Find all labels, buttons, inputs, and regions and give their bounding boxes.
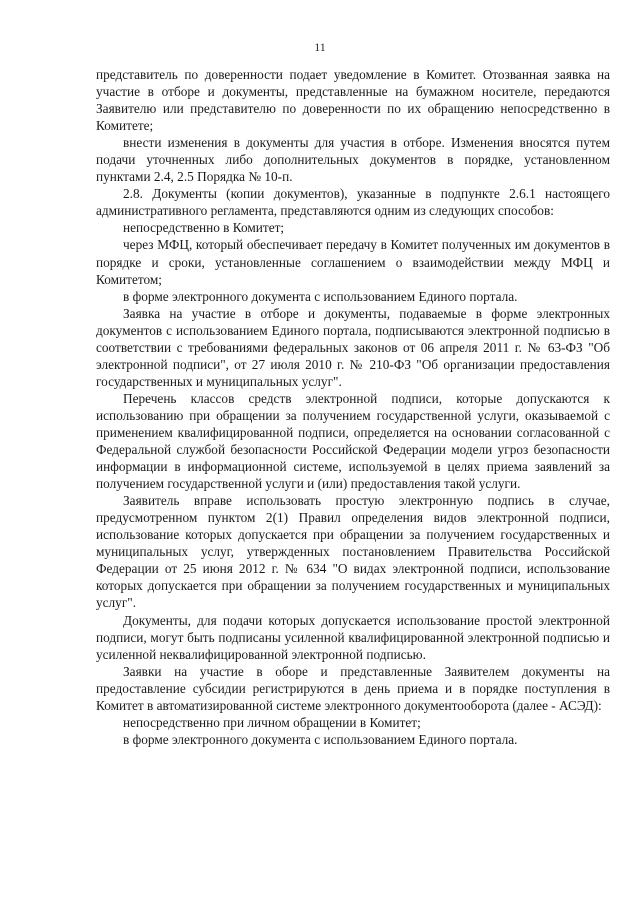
paragraph: Заявитель вправе использовать простую электронную подпись в случае, предусмотренном пунктом 2(1) Правил определения видов электронной подписи, использование которых допускается при обращении за получением государственных и муниципальных услуг, утвержденных постановлением Правительства Российской Федерации от 25 июня 2012 г. № 634 "О видах электронной подписи, использование которых допускается при обращении за получением государственных и муниципальных услуг".: [96, 493, 610, 611]
page-number: 11: [314, 40, 326, 54]
document-body: [96, 66, 610, 748]
paragraph: 2.8. Документы (копии документов), указанные в подпункте 2.6.1 настоящего административного регламента, представляются одним из следующих способов:: [96, 186, 610, 219]
paragraph: представитель по доверенности подает уведомление в Комитет. Отозванная заявка на участие в отборе и документы, представленные на бумажном носителе, передаются Заявителю или представителю по доверенности по их обращению непосредственно в Комитете;: [96, 67, 610, 134]
paragraph: непосредственно при личном обращении в Комитет;: [123, 714, 421, 730]
paragraph: в форме электронного документа с использованием Единого портала.: [123, 288, 518, 304]
paragraph: внести изменения в документы для участия в отборе. Изменения вносятся путем подачи уточненных либо дополнительных документов в порядке, установленном пунктами 2.4, 2.5 Порядка № 10-п.: [96, 135, 610, 185]
paragraph: в форме электронного документа с использованием Единого портала.: [123, 731, 518, 747]
paragraph: Заявка на участие в отборе и документы, подаваемые в форме электронных документов с использованием Единого портала, подписываются электронной подписью в соответствии с требованиями федеральных законов от 06 апреля 2011 г. № 63-ФЗ "Об электронной подписи", от 27 июля 2010 г. № 210-ФЗ "Об организации предоставления государственных и муниципальных услуг".: [96, 305, 610, 389]
paragraph: непосредственно в Комитет;: [123, 220, 285, 236]
paragraph: через МФЦ, который обеспечивает передачу в Комитет полученных им документов в порядке и сроки, установленные соглашением о взаимодействии между МФЦ и Комитетом;: [96, 237, 610, 287]
paragraph: Заявки на участие в оборе и представленные Заявителем документы на предоставление субсидии регистрируются в день приема и в порядке поступления в Комитет в автоматизированной системе электронного документооборота (далее - АСЭД):: [96, 663, 610, 713]
paragraph: Перечень классов средств электронной подписи, которые допускаются к использованию при обращении за получением государственной услуги, оказываемой с применением квалифицированной подписи, определяется на основании согласованной с Федеральной службой безопасности Российской Федерации модели угроз безопасности информации в информационной системе, используемой в целях приема заявлений за получением государственной услуги и (или) предоставления такой услуги.: [96, 390, 610, 492]
paragraph: Документы, для подачи которых допускается использование простой электронной подписи, могут быть подписаны усиленной квалифицированной электронной подписью и усиленной неквалифицированной электронной подписью.: [96, 612, 610, 662]
